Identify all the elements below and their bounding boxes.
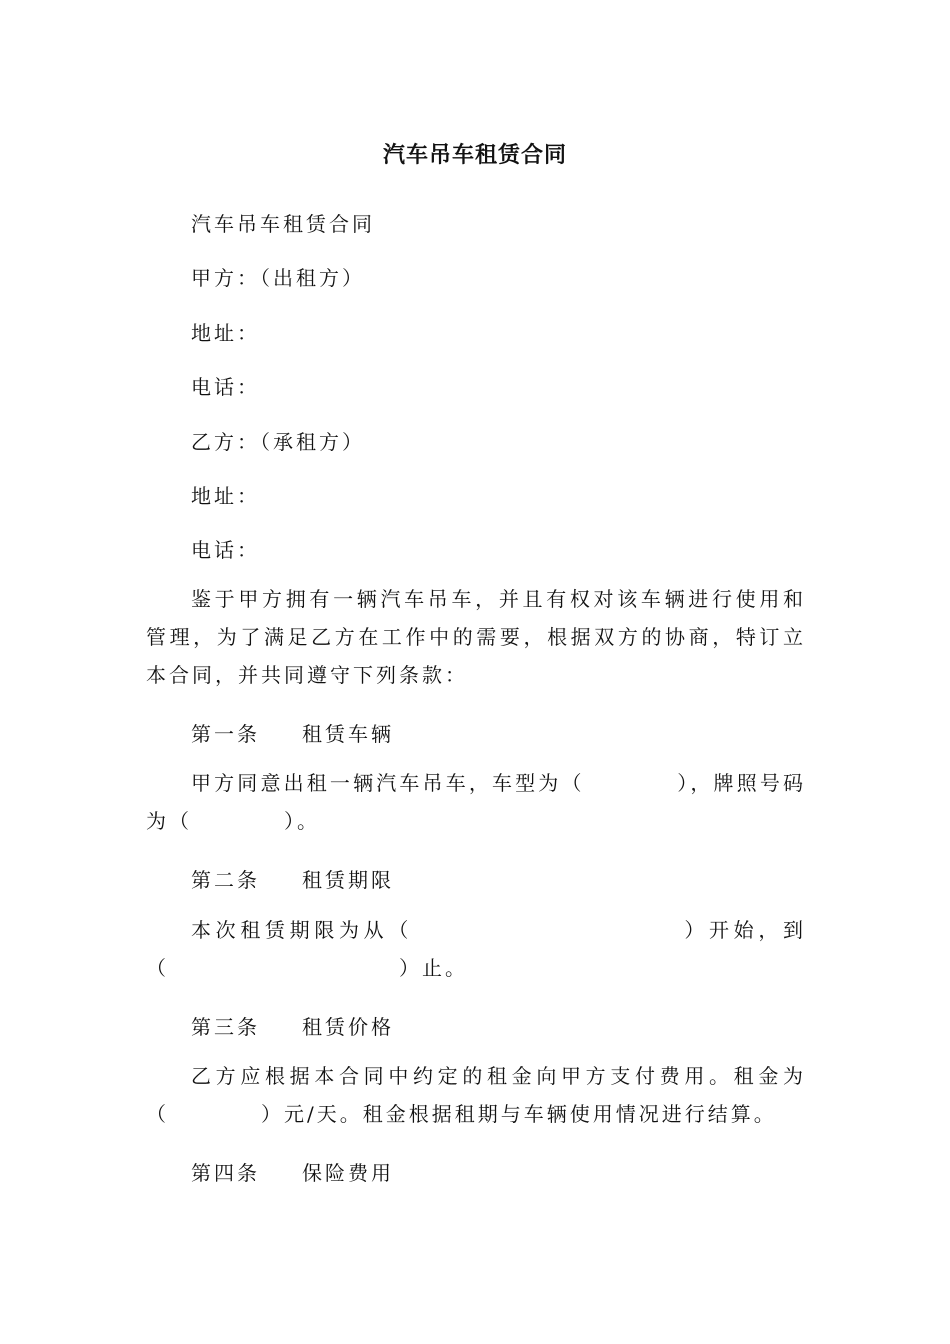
article-heading <box>191 1157 394 1186</box>
article-title: 租赁车辆 <box>302 722 394 746</box>
article-number: 第四条 <box>191 1161 260 1185</box>
article-title: 保险费用 <box>302 1161 394 1185</box>
article-title: 租赁价格 <box>302 1015 394 1039</box>
party-a-address: 地址： <box>191 321 260 345</box>
article-body: 乙方应根据本合同中约定的租金向甲方支付费用。租金为（ ）元/天。租金根据租期与车辆使用情况进行结算。 <box>146 1064 806 1126</box>
document-title: 汽车吊车租赁合同 <box>382 143 567 168</box>
article-heading <box>191 1011 394 1040</box>
party-a-phone: 电话： <box>191 375 260 399</box>
article-number: 第三条 <box>191 1015 260 1039</box>
party-b-address: 地址： <box>191 484 260 508</box>
article-heading <box>191 718 394 747</box>
document-subtitle: 汽车吊车租赁合同 <box>191 212 375 236</box>
article-number: 第二条 <box>191 868 260 892</box>
party-a-label: 甲方：（出租方） <box>191 266 365 290</box>
article-title: 租赁期限 <box>302 868 394 892</box>
preamble-paragraph: 鉴于甲方拥有一辆汽车吊车，并且有权对该车辆进行使用和管理，为了满足乙方在工作中的需要，根据双方的协商，特订立本合同，并共同遵守下列条款： <box>146 587 806 687</box>
article-heading <box>191 864 394 893</box>
article-body: 甲方同意出租一辆汽车吊车，车型为（ ），牌照号码为（ ）。 <box>146 771 806 833</box>
party-b-phone: 电话： <box>191 538 260 562</box>
party-b-label: 乙方：（承租方） <box>191 430 365 454</box>
article-number: 第一条 <box>191 722 260 746</box>
article-body: 本次租赁期限为从（ ）开始，到（ ）止。 <box>146 918 806 980</box>
